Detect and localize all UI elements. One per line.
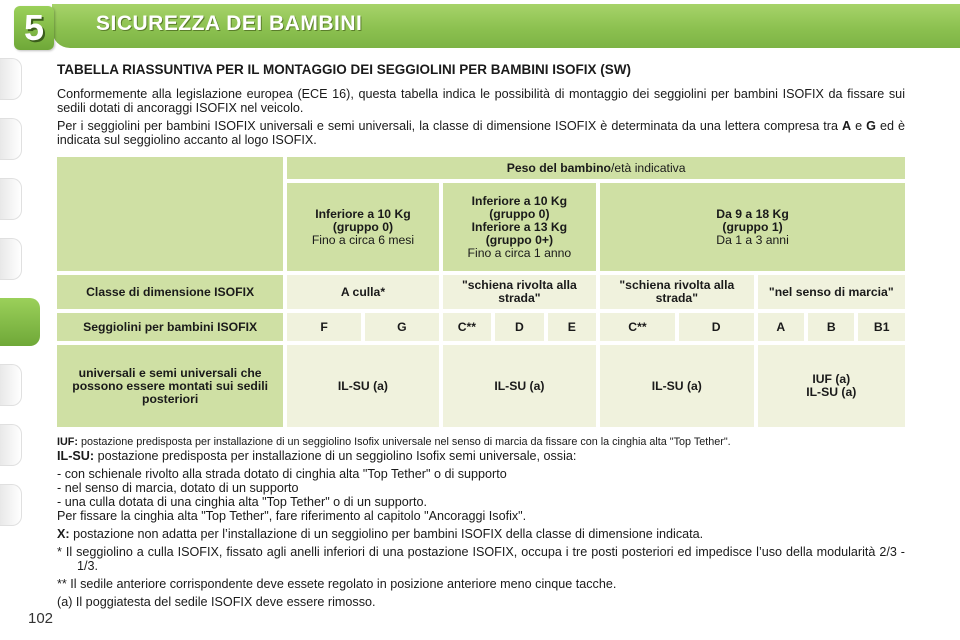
weight-header-rest: /età indicativa [611, 160, 686, 175]
group-0-name: (gruppo 0) [332, 219, 394, 234]
group-0plus-name-2: (gruppo 0+) [485, 232, 554, 247]
group-0plus-age: Fino a circa 1 anno [467, 245, 572, 260]
note-ilsu [57, 449, 905, 463]
class-row-label: Classe di dimensione ISOFIX [57, 275, 283, 309]
class-cell: "nel senso di marcia" [758, 275, 905, 309]
usage-ilsu: IL-SU (a) [806, 385, 857, 399]
table-corner-cell [57, 157, 283, 271]
seat-class-cell: B [808, 313, 854, 341]
intro-paragraph-2 [57, 119, 905, 147]
usage-cell: IL-SU (a) [600, 345, 753, 427]
class-cell: A culla* [287, 275, 438, 309]
intro-text: ed è indicata sul seggiolino accanto al logo ISOFIX. [57, 119, 905, 147]
weight-header [287, 157, 905, 179]
note-text: postazione non adatta per l’installazione di un seggiolino per bambini ISOFIX della classe di dimensione indicata. [69, 527, 704, 541]
note-list-item: - una culla dotata di una cinghia alta "Top Tether" o di un supporto. [57, 495, 427, 509]
seats-row-label: Seggiolini per bambini ISOFIX [57, 313, 283, 341]
group-1-age: Da 1 a 3 anni [716, 232, 789, 247]
class-letter-g: G [866, 119, 876, 133]
seat-class-cell: E [548, 313, 596, 341]
side-tab-6[interactable] [0, 364, 22, 406]
chapter-title: SICUREZZA DEI BAMBINI [96, 12, 363, 35]
class-cell: "schiena rivolta alla strada" [443, 275, 596, 309]
side-tab-8[interactable] [0, 484, 22, 526]
side-tab-5-active[interactable] [0, 298, 40, 346]
group-1-cell [600, 183, 905, 271]
note-list-item: - nel senso di marcia, dotato di un supporto [57, 481, 299, 495]
chapter-header [0, 0, 960, 50]
side-tab-3[interactable] [0, 178, 22, 220]
group-0plus-weight-2: Inferiore a 13 Kg [471, 219, 568, 234]
side-tabs [0, 58, 22, 544]
note-term: IL-SU: [57, 449, 95, 463]
seat-class-cell: G [365, 313, 439, 341]
usage-iuf: IUF (a) [812, 372, 851, 386]
usage-cell: IL-SU (a) [443, 345, 596, 427]
side-tab-2[interactable] [0, 118, 22, 160]
chapter-number: 5 [23, 7, 45, 48]
chapter-badge [14, 6, 54, 50]
usage-cell: IL-SU (a) [287, 345, 438, 427]
note-star: * Il seggiolino a culla ISOFIX, fissato agli anelli inferiori di una postazione ISOFIX, occupa i tre posti posteriori ed impedisce l’uso della modularità 2/3 - 1/3. [57, 545, 905, 573]
weight-header-bold: Peso del bambino [506, 160, 611, 175]
page-content [57, 63, 905, 609]
seat-class-cell: C** [600, 313, 675, 341]
section-title: TABELLA RIASSUNTIVA PER IL MONTAGGIO DEI SEGGIOLINI PER BAMBINI ISOFIX (SW) [57, 62, 632, 77]
note-list-item: - con schienale rivolto alla strada dotato di cinghia alta "Top Tether" o di supporto [57, 467, 507, 481]
side-tab-4[interactable] [0, 238, 22, 280]
group-0plus-name-1: (gruppo 0) [489, 206, 550, 221]
notes-section [57, 435, 905, 609]
group-0plus-weight-1: Inferiore a 10 Kg [471, 193, 568, 208]
class-letter-a: A [841, 119, 852, 133]
group-0-cell [287, 183, 438, 271]
side-tab-1[interactable] [0, 58, 22, 100]
seat-class-cell: F [287, 313, 361, 341]
note-tether: Per fissare la cinghia alta "Top Tether", fare riferimento al capitolo "Ancoraggi Isofix". [57, 509, 527, 523]
class-cell: "schiena rivolta alla strada" [600, 275, 753, 309]
group-0-age: Fino a circa 6 mesi [311, 232, 415, 247]
seat-class-cell: D [495, 313, 543, 341]
group-1-weight: Da 9 a 18 Kg [716, 206, 789, 221]
intro-text: Per i seggiolini per bambini ISOFIX universali e semi universali, la classe di dimensione ISOFIX è determinata da una lettera compresa tra [57, 119, 842, 133]
intro-text: e [851, 119, 867, 133]
note-term: IUF: [57, 436, 78, 448]
intro-paragraph-1: Conformemente alla legislazione europea (ECE 16), questa tabella indica le possibilità di montaggio dei seggiolini per bambini ISOFIX da fissare sui sedili dotati di ancoraggi ISOFIX nel veicolo. [57, 87, 905, 115]
seat-class-cell: B1 [858, 313, 905, 341]
isofix-table [53, 153, 909, 431]
note-iuf [57, 435, 905, 449]
group-1-name: (gruppo 1) [722, 219, 783, 234]
seat-class-cell: A [758, 313, 804, 341]
seat-class-cell: D [679, 313, 754, 341]
note-a: (a) Il poggiatesta del sedile ISOFIX deve essere rimosso. [57, 595, 376, 609]
note-term: X: [57, 527, 70, 541]
side-tab-7[interactable] [0, 424, 22, 466]
note-double-star: ** Il sedile anteriore corrispondente deve essete regolato in posizione anteriore meno cinque tacche. [57, 577, 617, 591]
usage-row-label: universali e semi universali che possono essere montati sui sedili posteriori [57, 345, 283, 427]
group-0-weight: Inferiore a 10 Kg [315, 206, 411, 221]
note-x [57, 527, 905, 541]
page-number: 102 [28, 610, 54, 627]
note-text: postazione predisposta per installazione di un seggiolino Isofix universale nel senso di marcia da fissare con la cinghia alta "Top Tether". [78, 436, 731, 448]
usage-cell-last [758, 345, 905, 427]
seat-class-cell: C** [443, 313, 491, 341]
group-0plus-cell [443, 183, 596, 271]
note-text: postazione predisposta per installazione di un seggiolino Isofix semi universale, ossia: [94, 449, 577, 463]
